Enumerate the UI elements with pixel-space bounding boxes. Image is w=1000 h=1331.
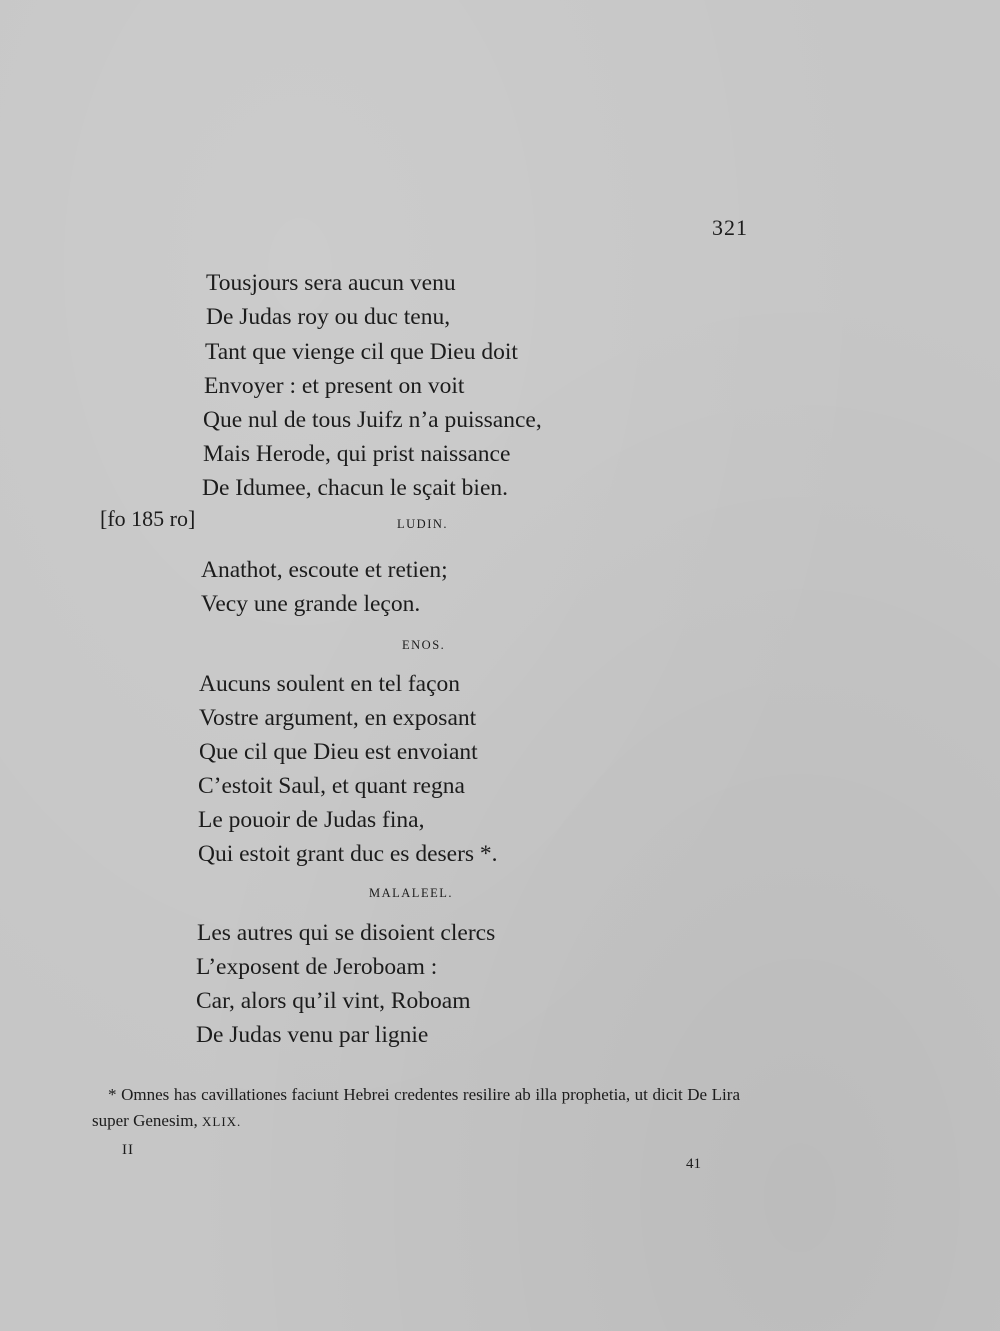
verse-line: Le pouoir de Judas fina, [198,807,425,833]
footnote [92,1082,740,1135]
footnote-reference: XLIX. [202,1114,242,1129]
verse-line: L’exposent de Jeroboam : [196,954,438,980]
folio-note: [fo 185 ro] [100,506,196,531]
verse-line: Tousjours sera aucun venu [206,270,456,296]
verse-line: Que cil que Dieu est envoiant [199,739,478,765]
verse-line: Aucuns soulent en tel façon [199,671,461,697]
verse-line: Les autres qui se disoient clercs [197,920,496,946]
signature-mark: II [122,1142,134,1158]
verse-line: Car, alors qu’il vint, Roboam [196,988,471,1014]
footnote-text: * Omnes has cavillationes faciunt Hebrei credentes resilire ab illa prophetia, ut dicit De Lira super Genesim, [92,1085,740,1130]
verse-line: Anathot, escoute et retien; [201,557,448,583]
verse-line: De Idumee, chacun le sçait bien. [202,475,509,501]
verse-line: De Judas roy ou duc tenu, [206,304,451,330]
speaker-name: ENOS. [402,638,446,652]
verse-line: Qui estoit grant duc es desers *. [198,841,498,867]
page-number: 321 [712,215,748,240]
verse-line: Vecy une grande leçon. [201,591,421,617]
speaker-name: MALALEEL. [369,886,453,900]
verse-line: Tant que vienge cil que Dieu doit [205,339,518,365]
verse-line: Envoyer : et present on voit [204,373,465,399]
verse-line: De Judas venu par lignie [196,1022,429,1048]
verse-line: Que nul de tous Juifz n’a puissance, [203,407,542,433]
verse-line: C’estoit Saul, et quant regna [198,773,465,799]
verse-line: Vostre argument, en exposant [199,705,477,731]
speaker-name: LUDIN. [397,517,449,531]
sheet-number: 41 [686,1156,701,1172]
verse-line: Mais Herode, qui prist naissance [203,441,511,467]
